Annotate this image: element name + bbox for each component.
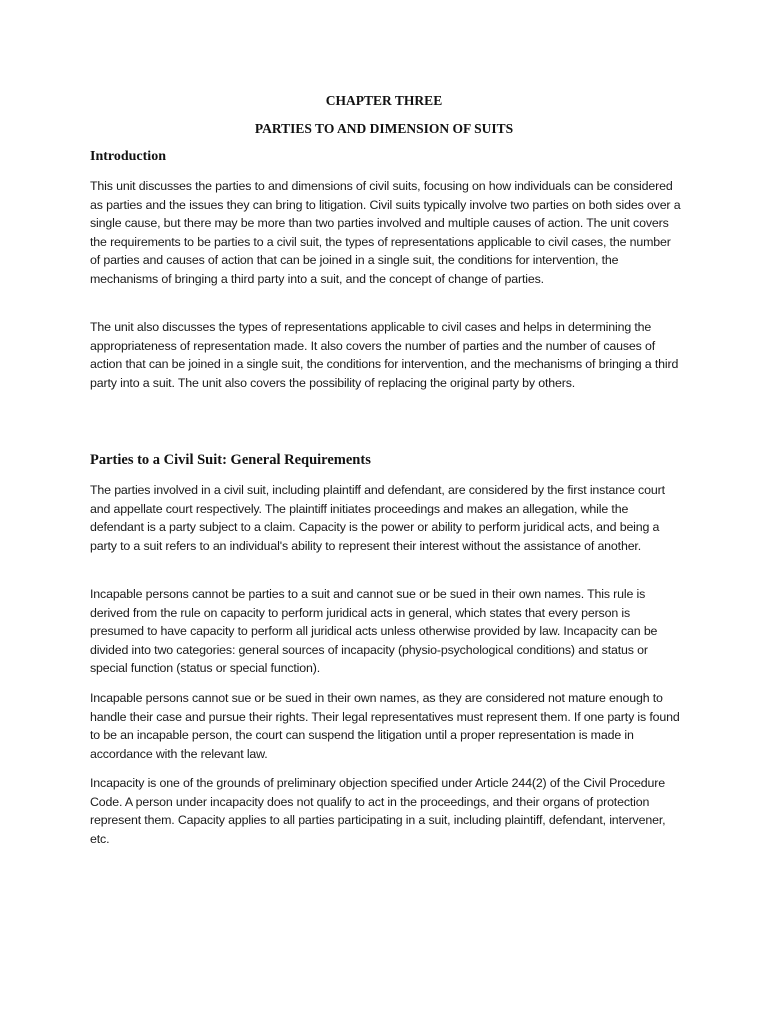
paragraph: The unit also discusses the types of representations applicable to civil cases and helps in determining the appropriateness of representation made. It also covers the number of parties and the number of causes of action that can be joined in a single suit, the conditions for intervention, and the mechanisms of bringing a third party into a suit. The unit also covers the possibility of replacing the original party by others. [90, 320, 679, 390]
paragraph: Incapable persons cannot sue or be sued in their own names, as they are considered not mature enough to handle their case and pursue their rights. Their legal representatives must represent them. If one party is found to be an incapable person, the court can suspend the litigation until a proper representation is made in accordance with the relevant law. [90, 691, 680, 761]
section-heading-introduction: Introduction [90, 149, 166, 164]
paragraph: This unit discusses the parties to and dimensions of civil suits, focusing on how individuals can be considered as parties and the issues they can bring to litigation. Civil suits typically involve two parties on both sides over a single cause, but there may be more than two parties involved and multiple causes of action. The unit covers the requirements to be parties to a civil suit, the types of representations applicable to civil cases, the number of parties and causes of action that can be joined in a single suit, the conditions for intervention, the mechanisms of bringing a third party into a suit, and the concept of change of parties. [90, 179, 681, 286]
paragraph: The parties involved in a civil suit, including plaintiff and defendant, are considered by the first instance court and appellate court respectively. The plaintiff initiates proceedings and makes an allegation, while the defendant is a party subject to a claim. Capacity is the power or ability to perform juridical acts, and being a party to a suit refers to an individual's ability to represent their interest without the assistance of another. [90, 483, 665, 553]
paragraph: Incapable persons cannot be parties to a suit and cannot sue or be sued in their own names. This rule is derived from the rule on capacity to perform juridical acts in general, which states that every person is presumed to have capacity to perform all juridical acts unless otherwise provided by law. Incapacity can be divided into two categories: general sources of incapacity (physio-psychological conditions) and status or special function (status or special function). [90, 587, 658, 676]
section-heading-parties: Parties to a Civil Suit: General Requirements [90, 452, 371, 468]
chapter-title: CHAPTER THREE [325, 93, 443, 108]
paragraph: Incapacity is one of the grounds of preliminary objection specified under Article 244(2) of the Civil Procedure Code. A person under incapacity does not qualify to act in the proceedings, and their organs of protection represent them. Capacity applies to all parties participating in a suit, including plaintiff, defendant, intervener, etc. [90, 776, 666, 846]
chapter-subtitle: PARTIES TO AND DIMENSION OF SUITS [254, 121, 514, 136]
